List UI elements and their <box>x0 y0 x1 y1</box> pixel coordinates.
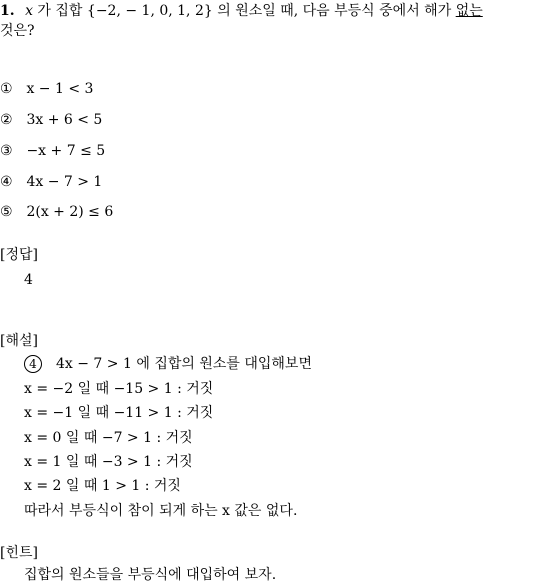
question-text: 가 집합 {−2, − 1, 0, 1, 2} 의 원소일 때, 다음 부등식 중에서 해가 <box>32 3 456 19</box>
option-mark: ② <box>0 112 13 128</box>
answer-circle-mark: 4 <box>24 355 42 373</box>
option-mark: ④ <box>0 174 13 190</box>
option-expression: 3x + 6 < 5 <box>26 112 103 128</box>
question-emphasis: 없는 <box>455 3 483 19</box>
explanation-heading: [해설] <box>0 333 38 349</box>
explanation-row-5: x = 2 일 때 1 > 1 : 거짓 <box>24 478 181 494</box>
question-number: 1. <box>0 3 15 19</box>
question-line-1 <box>0 2 483 20</box>
option-2 <box>0 111 102 129</box>
option-mark: ⑤ <box>0 204 13 220</box>
hint-heading: [힌트] <box>0 545 38 561</box>
answer-heading: [정답] <box>0 247 38 263</box>
explanation-intro-text: 에 집합의 원소를 대입해보면 <box>136 356 312 372</box>
answer-value: 4 <box>24 272 33 288</box>
option-1 <box>0 80 93 98</box>
explanation-row-1: x = −2 일 때 −15 > 1 : 거짓 <box>24 381 214 397</box>
question-variable: x <box>25 3 33 19</box>
question-line-2: 것은? <box>0 23 35 39</box>
explanation-row-3: x = 0 일 때 −7 > 1 : 거짓 <box>24 430 193 446</box>
option-5 <box>0 203 113 221</box>
option-expression: x − 1 < 3 <box>26 81 94 97</box>
option-mark: ① <box>0 81 13 97</box>
option-mark: ③ <box>0 143 13 159</box>
option-expression: 2(x + 2) ≤ 6 <box>26 204 114 220</box>
explanation-intro <box>24 355 312 373</box>
explanation-row-2: x = −1 일 때 −11 > 1 : 거짓 <box>24 405 214 421</box>
hint-text: 집합의 원소들을 부등식에 대입하여 보자. <box>24 567 277 583</box>
explanation-conclusion: 따라서 부등식이 참이 되게 하는 x 값은 없다. <box>24 503 298 519</box>
option-expression: 4x − 7 > 1 <box>26 174 103 190</box>
option-expression: −x + 7 ≤ 5 <box>26 143 106 159</box>
explanation-expression: 4x − 7 > 1 <box>56 356 132 372</box>
option-4 <box>0 173 102 191</box>
explanation-row-4: x = 1 일 때 −3 > 1 : 거짓 <box>24 454 193 470</box>
option-3 <box>0 142 105 160</box>
